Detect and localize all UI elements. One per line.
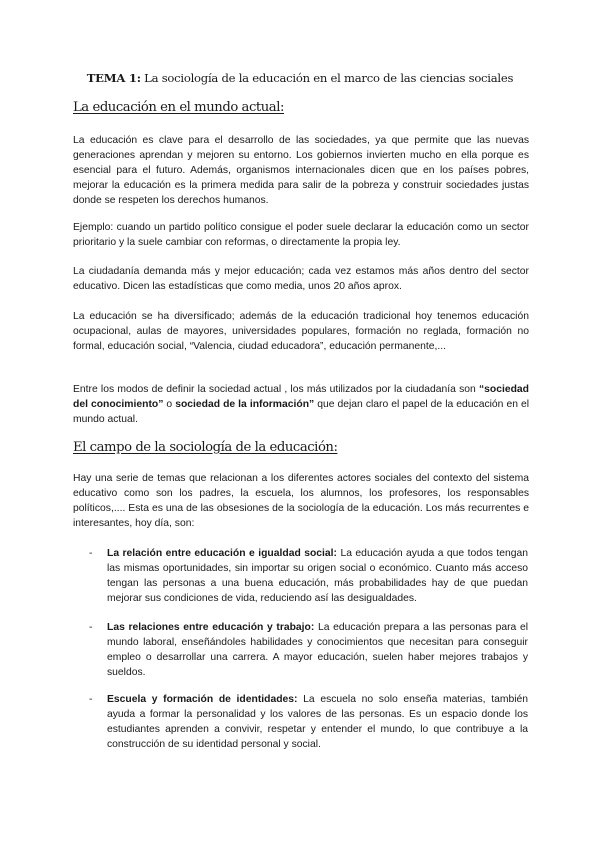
bullet-work-text: La educación prepara a las personas para el mundo laboral, enseñándoles habilidades y conocimientos que necesitan para conseguir empleo o desarrollar una carrera. A mayor educación, suelen haber mejores trabajos y sueldos. — [107, 622, 528, 678]
bullet-identity-title: Escuela y formación de identidades: — [107, 694, 298, 705]
paragraph-sociology-intro: Hay una serie de temas que relacionan a los diferentes actores sociales del contexto del sistema educativo como son los padres, la escuela, los alumnos, los profesores, los responsables políticos,.... Esta es una de las obsesiones de la sociología de la educación. Los más recurrentes e interesantes, hoy día, son: — [73, 473, 529, 529]
bullet-equality-text: La educación ayuda a que todos tengan las mismas oportunidades, sin importar su origen social o económico. Cuanto más acceso tengan las personas a una buena educación, más probabilidades hay de que puedan mejorar sus condiciones de vida, reduciendo así las desigualdades. — [107, 548, 529, 604]
paragraph-society-definitions — [73, 382, 529, 427]
p5-end: que dejan claro el papel de la educación en el mundo actual. — [73, 399, 530, 425]
section-heading-sociology-field: El campo de la sociología de la educación: — [73, 440, 338, 455]
paragraph-education-key: La educación es clave para el desarrollo de las sociedades, ya que permite que las nuevas generaciones aprendan y mejoren su entorno. Los gobiernos invierten mucho en ella porque es esencial para el futuro. Además, organismos internacionales dicen que en los países pobres, mejorar la educación es la primera medida para salir de la pobreza y construir sociedades justas donde se respeten los derechos humanos. — [73, 135, 529, 206]
p5-bold-information: sociedad de la información” — [175, 399, 315, 410]
p5-mid: o — [166, 399, 173, 410]
p5-start: Entre los modos de definir la sociedad actual , los más utilizados por la ciudadanía son — [73, 384, 476, 395]
bullet-equality — [107, 546, 528, 606]
bullet-work-title: Las relaciones entre educación y trabajo: — [107, 622, 315, 633]
bullet-equality-title: La relación entre educación e igualdad social: — [107, 548, 337, 559]
bullet-identity — [107, 692, 528, 752]
document-title — [0, 71, 600, 85]
paragraph-diversification: La educación se ha diversificado; además de la educación tradicional hoy tenemos educación ocupacional, aulas de mayores, universidades populares, formación no reglada, formación no formal, educación social, “Valencia, ciudad educadora”, educación permanente,... — [73, 311, 529, 352]
paragraph-example: Ejemplo: cuando un partido político consigue el poder suele declarar la educación como un sector prioritario y la suele cambiar con reformas, o directamente la propia ley. — [73, 222, 529, 248]
section-heading-education-today: La educación en el mundo actual: — [73, 100, 284, 115]
bullet-identity-text: La escuela no solo enseña materias, también ayuda a formar la personalidad y los valores de las personas. Es un espacio donde los estudiantes aprenden a convivir, respetar y entender el mundo, lo que contribuye a la construcción de su identidad personal y social. — [107, 694, 529, 750]
bullet-dash-1: - — [89, 548, 93, 559]
bullet-work — [107, 620, 528, 680]
bullet-dash-2: - — [89, 622, 93, 633]
paragraph-citizen-demand: La ciudadanía demanda más y mejor educación; cada vez estamos más años dentro del sector educativo. Dicen las estadísticas que como media, unos 20 años aprox. — [73, 266, 529, 292]
title-label: TEMA 1: — [86, 71, 141, 85]
bullet-dash-3: - — [89, 694, 93, 705]
p5-bold-knowledge: “sociedad del conocimiento” — [73, 384, 529, 410]
title-text: La sociología de la educación en el marco de las ciencias sociales — [144, 71, 514, 85]
